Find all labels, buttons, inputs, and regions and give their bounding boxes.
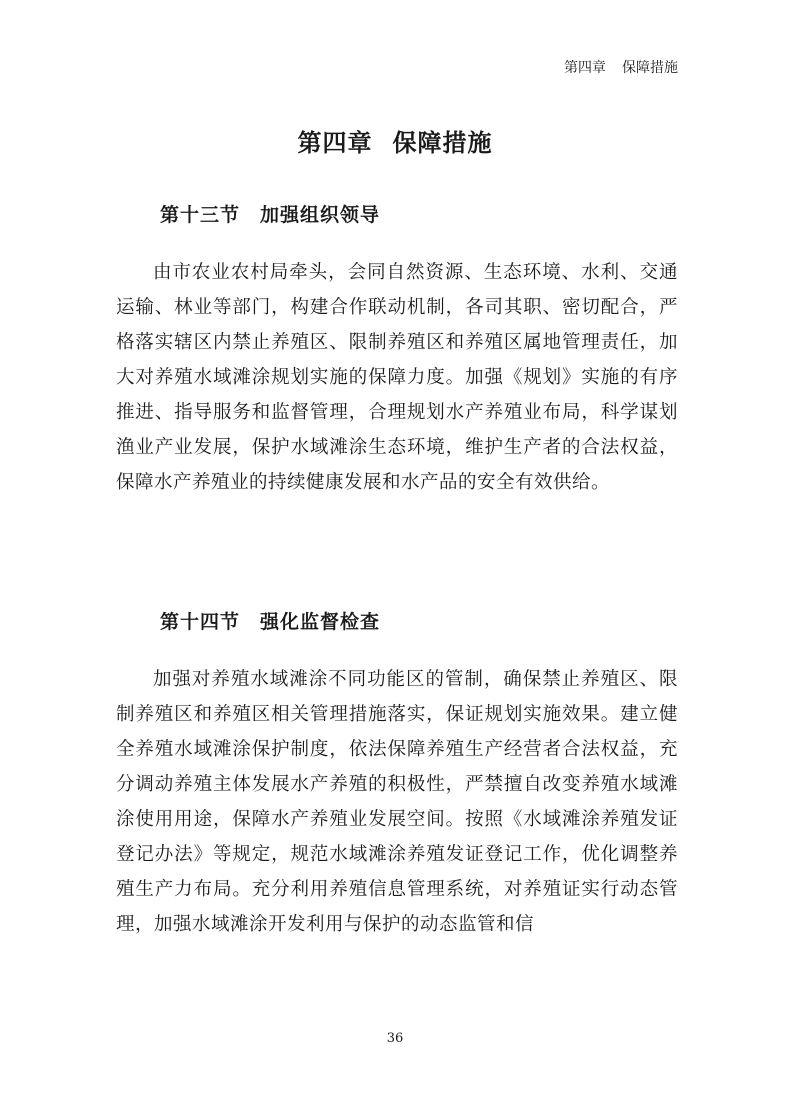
section-paragraph: 由市农业农村局牵头，会同自然资源、生态环境、水利、交通运输、林业等部门，构建合作联动机制，各司其职、密切配合，严格落实辖区内禁止养殖区、限制养殖区和养殖区属地管理责任，加大对养殖水域滩涂规划实施的保障力度。加强《规划》实施的有序推进、指导服务和监督管理，合理规划水产养殖业布局，科学谋划渔业产业发展，保护水域滩涂生态环境，维护生产者的合法权益，保障水产养殖业的持续健康发展和水产品的安全有效供给。	[116, 262, 678, 493]
section-number: 第十三节	[160, 204, 241, 226]
section-number: 第十四节	[160, 611, 241, 633]
section-title: 加强组织领导	[260, 204, 381, 226]
chapter-number: 第四章	[297, 129, 373, 157]
running-header-title: 保障措施	[622, 60, 678, 76]
section-paragraph: 加强对养殖水域滩涂不同功能区的管制，确保禁止养殖区、限制养殖区和养殖区相关管理措施落实，保证规划实施效果。建立健全养殖水域滩涂保护制度，依法保障养殖生产经营者合法权益，充分调动养殖主体发展水产养殖的积极性，严禁擅自改变养殖水域滩涂使用用途，保障水产养殖业发展空间。按照《水域滩涂养殖发证登记办法》等规定，规范水域滩涂养殖发证登记工作，优化调整养殖生产力布局。充分利用养殖信息管理系统，对养殖证实行动态管理，加强水域滩涂开发利用与保护的动态监管和信	[116, 669, 678, 935]
chapter-title	[0, 123, 790, 158]
running-header	[564, 57, 678, 77]
running-header-chapter: 第四章	[564, 60, 606, 76]
chapter-name: 保障措施	[392, 129, 493, 157]
section-heading	[160, 200, 380, 227]
page-number: 36	[386, 1031, 404, 1046]
section-title: 强化监督检查	[260, 611, 381, 633]
section-heading	[160, 607, 380, 634]
